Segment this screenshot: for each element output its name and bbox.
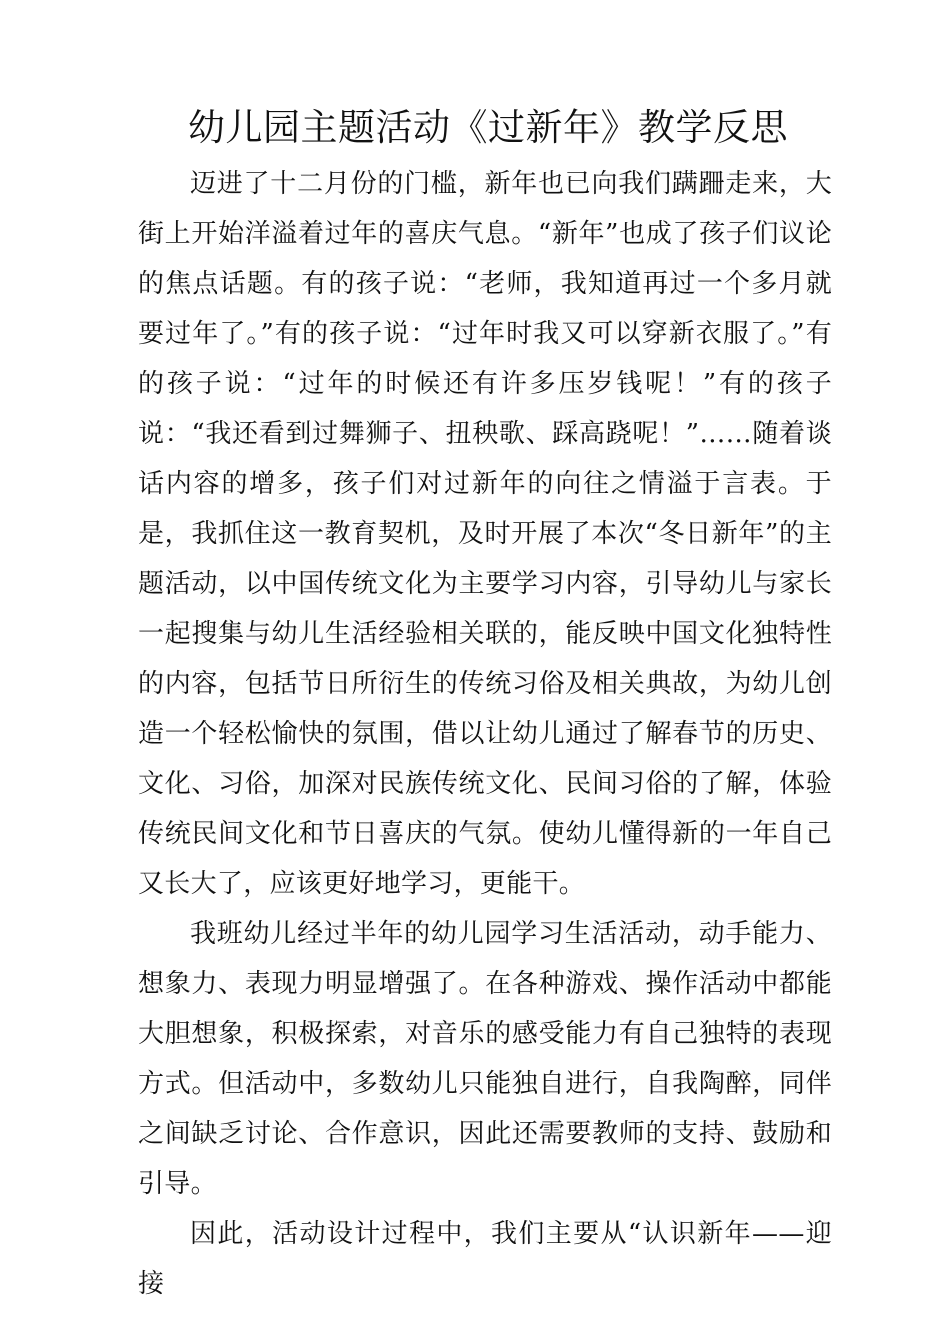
paragraph-3: 因此，活动设计过程中，我们主要从“认识新年——迎接	[138, 1219, 832, 1299]
paragraph-2: 我班幼儿经过半年的幼儿园学习生活活动，动手能力、想象力、表现力明显增强了。在各种游戏、操作活动中都能大胆想象，积极探索，对音乐的感受能力有自己独特的表现方式。但活动中，多数幼儿只能独自进行，自我陶醉，同伴之间缺乏讨论、合作意识，因此还需要教师的支持、鼓励和引导。	[138, 919, 832, 1199]
paragraph-1: 迈进了十二月份的门槛，新年也已向我们蹒跚走来，大街上开始洋溢着过年的喜庆气息。“新年”也成了孩子们议论的焦点话题。有的孩子说：“老师，我知道再过一个多月就要过年了。”有的孩子说：“过年时我又可以穿新衣服了。”有的孩子说：“过年的时候还有许多压岁钱呢！”有的孩子说：“我还看到过舞狮子、扭秧歌、踩高跷呢！”……随着谈话内容的增多，孩子们对过新年的向往之情溢于言表。于是，我抓住这一教育契机，及时开展了本次“冬日新年”的主题活动，以中国传统文化为主要学习内容，引导幼儿与家长一起搜集与幼儿生活经验相关联的，能反映中国文化独特性的内容，包括节日所衍生的传统习俗及相关典故，为幼儿创造一个轻松愉快的氛围，借以让幼儿通过了解春节的历史、文化、习俗，加深对民族传统文化、民间习俗的了解，体验传统民间文化和节日喜庆的气氛。使幼儿懂得新的一年自己又长大了，应该更好地学习，更能干。	[138, 169, 832, 899]
document-body	[138, 159, 832, 1309]
document-title: 幼儿园主题活动《过新年》教学反思	[188, 106, 788, 149]
